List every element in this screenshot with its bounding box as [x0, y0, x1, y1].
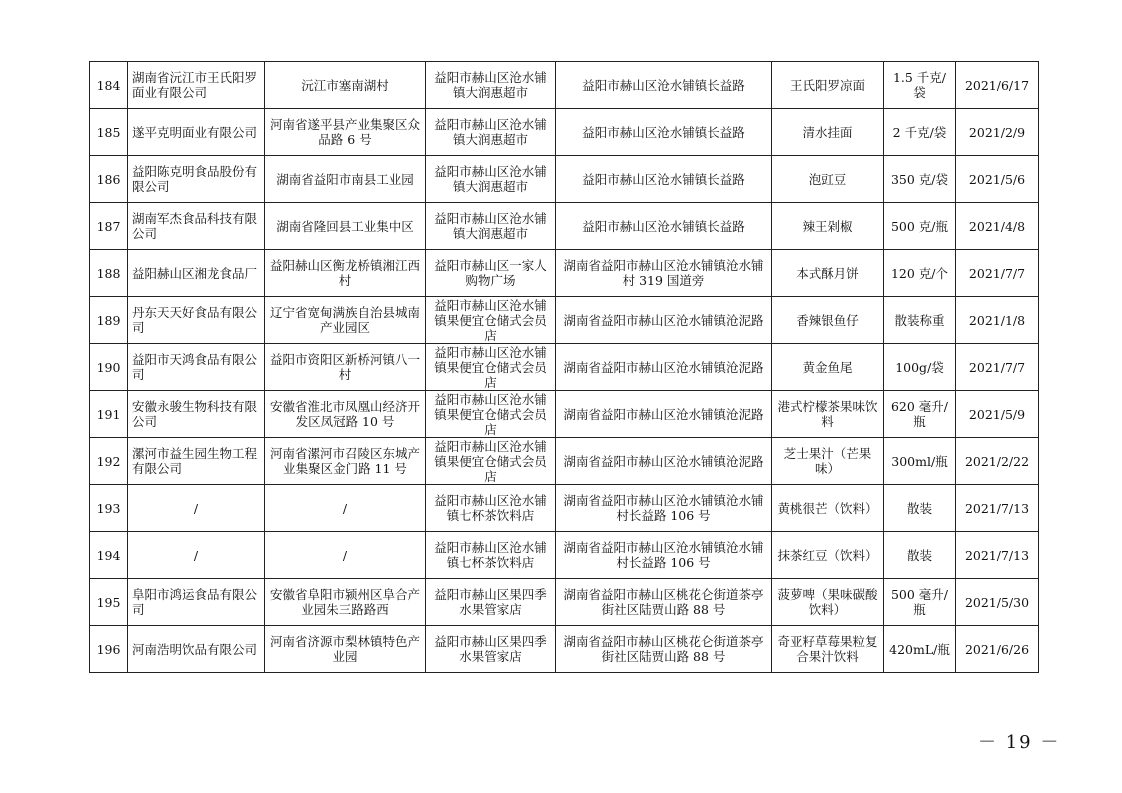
production-date: 2021/6/17	[956, 62, 1039, 109]
producer-address: 湖南省隆回县工业集中区	[265, 203, 426, 250]
row-number: 194	[90, 532, 128, 579]
producer-address: 沅江市塞南湖村	[265, 62, 426, 109]
product-spec: 1.5 千克/袋	[884, 62, 956, 109]
producer-name: 安徽永骏生物科技有限公司	[128, 391, 265, 438]
production-date: 2021/4/8	[956, 203, 1039, 250]
product-name: 黄桃很芒（饮料）	[772, 485, 884, 532]
production-date: 2021/2/9	[956, 109, 1039, 156]
seller-address: 湖南省益阳市赫山区桃花仑街道茶亭街社区陆贾山路 88 号	[556, 579, 772, 626]
table-row	[90, 485, 1039, 532]
row-number: 195	[90, 579, 128, 626]
production-date: 2021/5/6	[956, 156, 1039, 203]
seller-name: 益阳市赫山区沧水铺镇七杯茶饮料店	[426, 532, 556, 579]
producer-name: 漯河市益生园生物工程有限公司	[128, 438, 265, 485]
seller-name: 益阳市赫山区沧水铺镇果便宜仓储式会员店	[426, 344, 556, 391]
seller-name: 益阳市赫山区沧水铺镇大润惠超市	[426, 109, 556, 156]
producer-address: 安徽省阜阳市颍州区阜合产业园朱三路路西	[265, 579, 426, 626]
table-row	[90, 62, 1039, 109]
producer-name: 湖南军杰食品科技有限公司	[128, 203, 265, 250]
producer-name: 遂平克明面业有限公司	[128, 109, 265, 156]
production-date: 2021/1/8	[956, 297, 1039, 344]
product-spec: 350 克/袋	[884, 156, 956, 203]
seller-address: 湖南省益阳市赫山区沧水铺镇沧泥路	[556, 344, 772, 391]
row-number: 186	[90, 156, 128, 203]
row-number: 188	[90, 250, 128, 297]
product-spec: 散装	[884, 485, 956, 532]
producer-address: 辽宁省宽甸满族自治县城南产业园区	[265, 297, 426, 344]
seller-address: 湖南省益阳市赫山区沧水铺镇沧泥路	[556, 297, 772, 344]
product-name: 黄金鱼尾	[772, 344, 884, 391]
producer-address: 湖南省益阳市南县工业园	[265, 156, 426, 203]
seller-name: 益阳市赫山区果四季水果管家店	[426, 579, 556, 626]
product-spec: 620 毫升/瓶	[884, 391, 956, 438]
seller-address: 湖南省益阳市赫山区沧水铺镇沧水铺村 319 国道旁	[556, 250, 772, 297]
seller-name: 益阳市赫山区沧水铺镇果便宜仓储式会员店	[426, 391, 556, 438]
product-name: 本式酥月饼	[772, 250, 884, 297]
seller-address: 益阳市赫山区沧水铺镇长益路	[556, 109, 772, 156]
product-name: 辣王剁椒	[772, 203, 884, 250]
producer-address: 河南省遂平县产业集聚区众品路 6 号	[265, 109, 426, 156]
producer-address: 益阳市资阳区新桥河镇八一村	[265, 344, 426, 391]
table-row	[90, 532, 1039, 579]
product-spec: 100g/袋	[884, 344, 956, 391]
seller-name: 益阳市赫山区一家人购物广场	[426, 250, 556, 297]
sampling-table	[89, 61, 1039, 673]
seller-address: 益阳市赫山区沧水铺镇长益路	[556, 203, 772, 250]
production-date: 2021/7/13	[956, 485, 1039, 532]
table-row	[90, 250, 1039, 297]
producer-name: 益阳赫山区湘龙食品厂	[128, 250, 265, 297]
product-name: 芝士果汁（芒果味）	[772, 438, 884, 485]
row-number: 191	[90, 391, 128, 438]
producer-address: 河南省济源市梨林镇特色产业园	[265, 626, 426, 673]
producer-name: 益阳陈克明食品股份有限公司	[128, 156, 265, 203]
product-name: 泡豇豆	[772, 156, 884, 203]
table-row	[90, 156, 1039, 203]
production-date: 2021/7/7	[956, 250, 1039, 297]
producer-name: /	[128, 532, 265, 579]
seller-address: 湖南省益阳市赫山区沧水铺镇沧水铺村长益路 106 号	[556, 532, 772, 579]
producer-name: 丹东天天好食品有限公司	[128, 297, 265, 344]
product-name: 清水挂面	[772, 109, 884, 156]
table-row	[90, 109, 1039, 156]
product-spec: 散装	[884, 532, 956, 579]
seller-name: 益阳市赫山区沧水铺镇果便宜仓储式会员店	[426, 297, 556, 344]
table-row	[90, 297, 1039, 344]
product-spec: 2 千克/袋	[884, 109, 956, 156]
row-number: 193	[90, 485, 128, 532]
product-name: 菠萝啤（果味碳酸饮料）	[772, 579, 884, 626]
product-name: 抹茶红豆（饮料）	[772, 532, 884, 579]
product-spec: 500 毫升/瓶	[884, 579, 956, 626]
row-number: 190	[90, 344, 128, 391]
product-name: 香辣银鱼仔	[772, 297, 884, 344]
table-row	[90, 203, 1039, 250]
production-date: 2021/7/7	[956, 344, 1039, 391]
row-number: 184	[90, 62, 128, 109]
table-row	[90, 391, 1039, 438]
seller-address: 益阳市赫山区沧水铺镇长益路	[556, 62, 772, 109]
row-number: 189	[90, 297, 128, 344]
seller-name: 益阳市赫山区沧水铺镇大润惠超市	[426, 203, 556, 250]
producer-name: 河南浩明饮品有限公司	[128, 626, 265, 673]
table-row	[90, 626, 1039, 673]
product-spec: 420mL/瓶	[884, 626, 956, 673]
row-number: 185	[90, 109, 128, 156]
production-date: 2021/6/26	[956, 626, 1039, 673]
product-name: 港式柠檬茶果味饮料	[772, 391, 884, 438]
table-body	[90, 62, 1039, 673]
producer-name: 益阳市天鸿食品有限公司	[128, 344, 265, 391]
seller-name: 益阳市赫山区沧水铺镇大润惠超市	[426, 62, 556, 109]
row-number: 192	[90, 438, 128, 485]
seller-name: 益阳市赫山区沧水铺镇七杯茶饮料店	[426, 485, 556, 532]
production-date: 2021/7/13	[956, 532, 1039, 579]
producer-name: 湖南省沅江市王氏阳罗面业有限公司	[128, 62, 265, 109]
producer-address: /	[265, 532, 426, 579]
table-row	[90, 579, 1039, 626]
seller-address: 湖南省益阳市赫山区沧水铺镇沧水铺村长益路 106 号	[556, 485, 772, 532]
producer-address: 益阳赫山区衡龙桥镇湘江西村	[265, 250, 426, 297]
seller-name: 益阳市赫山区沧水铺镇大润惠超市	[426, 156, 556, 203]
row-number: 187	[90, 203, 128, 250]
producer-address: /	[265, 485, 426, 532]
row-number: 196	[90, 626, 128, 673]
seller-address: 湖南省益阳市赫山区桃花仑街道茶亭街社区陆贾山路 88 号	[556, 626, 772, 673]
producer-name: /	[128, 485, 265, 532]
seller-address: 益阳市赫山区沧水铺镇长益路	[556, 156, 772, 203]
table-row	[90, 344, 1039, 391]
producer-address: 河南省漯河市召陵区东城产业集聚区金门路 11 号	[265, 438, 426, 485]
product-name: 奇亚籽草莓果粒复合果汁饮料	[772, 626, 884, 673]
product-spec: 500 克/瓶	[884, 203, 956, 250]
seller-name: 益阳市赫山区沧水铺镇果便宜仓储式会员店	[426, 438, 556, 485]
production-date: 2021/5/9	[956, 391, 1039, 438]
page-number: － 19 －	[978, 732, 1061, 753]
seller-address: 湖南省益阳市赫山区沧水铺镇沧泥路	[556, 438, 772, 485]
product-spec: 300ml/瓶	[884, 438, 956, 485]
table-row	[90, 438, 1039, 485]
seller-address: 湖南省益阳市赫山区沧水铺镇沧泥路	[556, 391, 772, 438]
product-spec: 120 克/个	[884, 250, 956, 297]
producer-address: 安徽省淮北市凤凰山经济开发区凤冠路 10 号	[265, 391, 426, 438]
production-date: 2021/2/22	[956, 438, 1039, 485]
product-spec: 散装称重	[884, 297, 956, 344]
production-date: 2021/5/30	[956, 579, 1039, 626]
seller-name: 益阳市赫山区果四季水果管家店	[426, 626, 556, 673]
producer-name: 阜阳市鸿运食品有限公司	[128, 579, 265, 626]
product-name: 王氏阳罗凉面	[772, 62, 884, 109]
